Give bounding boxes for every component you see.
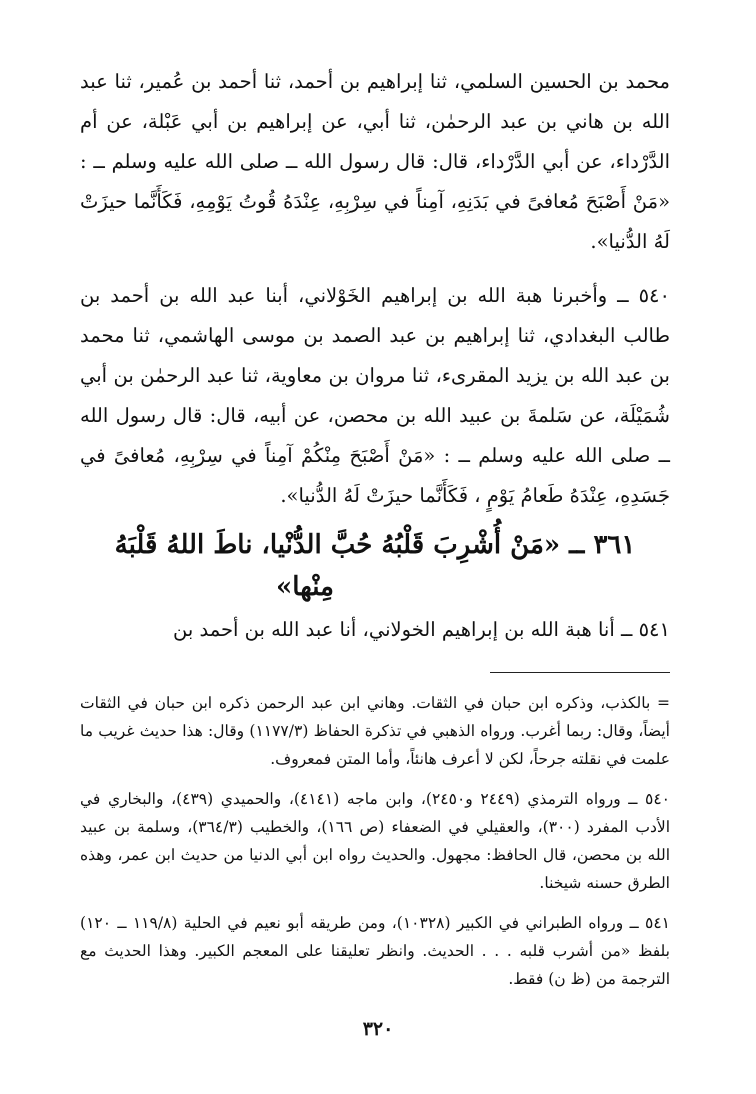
footnote-divider <box>490 672 670 673</box>
hadith-paragraph-541: ٥٤١ ــ أنا هبة الله بن إبراهيم الخولاني، أنا عبد الله بن أحمد بن <box>173 618 670 641</box>
chapter-heading-line-2: مِنْها» <box>276 572 334 602</box>
footnote-540: ٥٤٠ ــ ورواه الترمذي (٢٤٤٩ و٢٤٥٠)، وابن ماجه (٤١٤١)، والحميدي (٤٣٩)، والبخاري في الأدب المفرد (٣٠٠)، والعقيلي في الضعفاء (ص ١٦٦)، والخطيب (٣٦٤/٣)، وسلمة بن عبيد الله بن محصن، قال الحافظ: مجهول. والحديث رواه ابن أبي الدنيا من حديث ابن عمر، وهذه الطرق حسنه شيخنا. <box>80 790 671 892</box>
footnote-continued: = بالكذب، وذكره ابن حبان في الثقات. وهاني ابن عبد الرحمن ذكره ابن حبان في الثقات أيضاً، وقال: ربما أغرب. ورواه الذهبي في تذكرة الحفاظ (١١٧٧/٣) وقال: هذا حديث غريب ما علمت في نقلته جرحاً، لكن لا أعرف هانئاً، وأما المتن فمعروف. <box>80 694 670 768</box>
page-number: ٣٢٠ <box>362 1018 394 1040</box>
footnotes <box>80 689 670 993</box>
footnote-541: ٥٤١ ــ ورواه الطبراني في الكبير (١٠٣٢٨)، ومن طريقه أبو نعيم في الحلية (١١٩/٨ ــ ١٢٠) بلفظ «من أشرب قلبه . . . الحديث. وانظر تعليقنا على المعجم الكبير. وهذا الحديث مع الترجمة من (ظ ن) فقط. <box>80 914 671 988</box>
main-text <box>80 62 670 650</box>
chapter-heading-line-1: ٣٦١ ــ «مَنْ أُشْرِبَ قَلْبُهُ حُبَّ الدُّنْيا، ناطَ اللهُ قَلْبَهُ <box>114 530 636 560</box>
hadith-paragraph-1: محمد بن الحسين السلمي، ثنا إبراهيم بن أحمد، ثنا أحمد بن عُمير، ثنا عبد الله بن هاني بن عبد الرحمٰن، ثنا أبي، عن إبراهيم بن أبي عَبْلة، عن أم الدَّرْداء، عن أبي الدَّرْداء، قال: قال رسول الله ــ صلى الله عليه وسلم ــ : «مَنْ أَصْبَحَ مُعافىً في بَدَنِهِ، آمِناً في سِرْبِهِ، عِنْدَهُ قُوتُ يَوْمِهِ، فَكَأَنَّما حيزَتْ لَهُ الدُّنيا». <box>80 70 670 253</box>
chapter-heading-361 <box>80 524 670 608</box>
page-body <box>80 62 670 993</box>
hadith-paragraph-540: ٥٤٠ ــ وأخبرنا هبة الله بن إبراهيم الخَوْلاني، أبنا عبد الله بن أحمد بن طالب البغدادي، ثنا إبراهيم بن عبد الصمد بن موسى الهاشمي، ثنا محمد بن عبد الله بن يزيد المقرىء، ثنا مروان بن معاوية، ثنا عبد الرحمٰن بن أبي شُمَيْلَة، عن سَلمةَ بن عبيد الله بن محصن، عن أبيه، قال: قال رسول الله ــ صلى الله عليه وسلم ــ : «مَنْ أَصْبَحَ مِنْكُمْ آمِناً في سِرْبِهِ، مُعافىً في جَسَدِهِ، عِنْدَهُ طَعامُ يَوْمٍ ، فَكَأَنَّما حيزَتْ لَهُ الدُّنيا». <box>80 284 670 507</box>
